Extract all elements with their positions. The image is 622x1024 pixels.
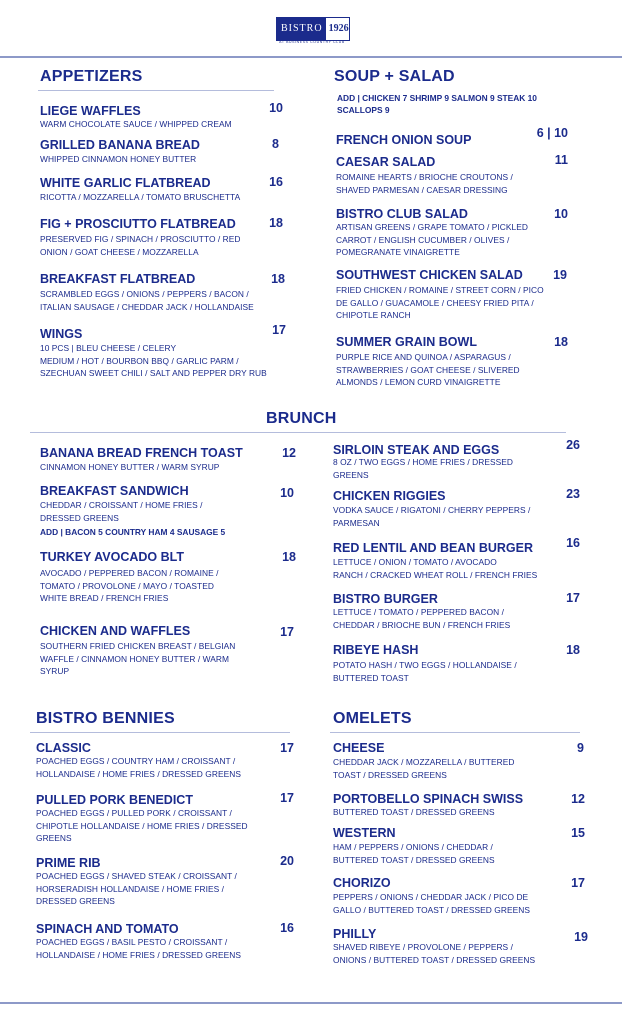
item-desc-line: DRESSED GREENS <box>40 512 119 523</box>
item-price: 8 <box>272 137 279 151</box>
item-desc-line: GREENS <box>333 469 369 480</box>
item-desc-line: POACHED EGGS / SHAVED STEAK / CROISSANT / <box>36 871 237 881</box>
item-name: CHEESE <box>333 741 385 755</box>
item-desc-line: VODKA SAUCE / RIGATONI / CHERRY PEPPERS / <box>333 505 531 515</box>
item-desc-line: POACHED EGGS / BASIL PESTO / CROISSANT / <box>36 937 228 947</box>
soup-salad-addons <box>337 92 537 116</box>
item-desc-line: HAM / PEPPERS / ONIONS / CHEDDAR / <box>333 842 493 852</box>
item-desc-line: RANCH / CRACKED WHEAT ROLL / FRENCH FRIES <box>333 569 538 580</box>
item-desc-line: TOMATO / PROVOLONE / MAYO / TOASTED <box>40 580 214 591</box>
item-price: 18 <box>554 335 568 349</box>
item-name: FIG + PROSCIUTTO FLATBREAD <box>40 217 236 231</box>
item-name: CHICKEN RIGGIES <box>333 489 446 503</box>
item-desc-line: BUTTERED TOAST <box>333 672 409 683</box>
item-price: 17 <box>280 625 294 639</box>
item-name: CAESAR SALAD <box>336 155 436 169</box>
item-name: PULLED PORK BENEDICT <box>36 793 193 807</box>
item-price: 26 <box>566 438 580 452</box>
item-desc-line: CHEDDAR / CROISSANT / HOME FRIES / <box>40 500 203 510</box>
item-desc-line: LETTUCE / TOMATO / PEPPERED BACON / <box>333 607 504 617</box>
appetizers-title: APPETIZERS <box>40 68 143 85</box>
item-price: 16 <box>269 175 283 189</box>
item-price: 16 <box>280 921 294 935</box>
item-desc-line: WHIPPED CINNAMON HONEY BUTTER <box>40 154 197 164</box>
item-desc-line: STRAWBERRIES / GOAT CHEESE / SLIVERED <box>336 364 520 375</box>
item-price: 6 | 10 <box>536 126 568 140</box>
item-desc-line: ALMONDS / LEMON CURD VINAIGRETTE <box>336 377 501 387</box>
item-name: PHILLY <box>333 927 377 941</box>
soup-salad-title: SOUP + SALAD <box>334 68 455 85</box>
item-price: 19 <box>553 268 567 282</box>
item-name: BREAKFAST FLATBREAD <box>40 272 196 286</box>
item-name: PORTOBELLO SPINACH SWISS <box>333 792 524 806</box>
item-name: BISTRO CLUB SALAD <box>336 207 468 221</box>
item-desc-line: GREENS <box>36 833 72 843</box>
item-desc-line: WHITE BREAD / FRENCH FRIES <box>40 593 169 603</box>
item-price: 18 <box>271 272 285 286</box>
item-price: 17 <box>571 876 585 890</box>
item-price: 12 <box>571 792 585 806</box>
item-price: 10 <box>554 207 568 221</box>
item-name: BISTRO BURGER <box>333 592 438 606</box>
item-desc-line: MEDIUM / HOT / BOURBON BBQ / GARLIC PARM / <box>40 355 239 366</box>
item-name: FRENCH ONION SOUP <box>336 133 472 147</box>
item-name: GRILLED BANANA BREAD <box>40 138 200 152</box>
brunch-rule <box>30 432 566 433</box>
bennies-title: BISTRO BENNIES <box>36 710 175 727</box>
item-price: 17 <box>566 591 580 605</box>
item-desc-line: HORSERADISH HOLLANDAISE / HOME FRIES / <box>36 883 225 894</box>
item-name: LIEGE WAFFLES <box>40 104 141 118</box>
item-name: SUMMER GRAIN BOWL <box>336 335 477 349</box>
item-desc-line: CHIPOTLE HOLLANDAISE / HOME FRIES / DRESSED <box>36 820 248 831</box>
item-price: 18 <box>566 643 580 657</box>
item-price: 19 <box>574 930 588 944</box>
item-price: 10 <box>269 101 283 115</box>
logo-year: 1926 <box>328 23 349 34</box>
item-desc-line: ITALIAN SAUSAGE / CHEDDAR JACK / HOLLANDAISE <box>40 301 254 312</box>
item-price: 12 <box>282 446 296 460</box>
item-desc-line: HOLLANDAISE / HOME FRIES / DRESSED GREENS <box>36 768 241 779</box>
item-desc-line: SHAVED RIBEYE / PROVOLONE / PEPPERS / <box>333 942 513 952</box>
item-desc-line: POTATO HASH / TWO EGGS / HOLLANDAISE / <box>333 660 517 670</box>
item-desc-line: AVOCADO / PEPPERED BACON / ROMAINE / <box>40 568 219 578</box>
item-desc-line: SYRUP <box>40 666 70 676</box>
item-desc-line: PEPPERS / ONIONS / CHEDDAR JACK / PICO DE <box>333 892 529 902</box>
item-name: SOUTHWEST CHICKEN SALAD <box>336 268 523 282</box>
item-desc-line: GALLO / BUTTERED TOAST / DRESSED GREENS <box>333 904 530 915</box>
bottom-rule <box>0 1002 622 1004</box>
item-desc-line: SHAVED PARMESAN / CAESAR DRESSING <box>336 184 508 195</box>
item-name: PRIME RIB <box>36 856 101 870</box>
item-desc-line: ROMAINE HEARTS / BRIOCHE CROUTONS / <box>336 172 513 182</box>
addon-line: SCALLOPS 9 <box>337 105 390 115</box>
item-name: BANANA BREAD FRENCH TOAST <box>40 446 243 460</box>
item-price: 11 <box>554 153 568 167</box>
appetizers-rule <box>38 90 274 91</box>
item-desc-line: POMEGRANATE VINAIGRETTE <box>336 247 460 257</box>
item-name: CLASSIC <box>36 741 91 755</box>
brunch-title: BRUNCH <box>266 410 337 427</box>
item-name: BREAKFAST SANDWICH <box>40 484 189 498</box>
item-desc-line: BUTTERED TOAST / DRESSED GREENS <box>333 854 495 865</box>
item-price: 23 <box>566 487 580 501</box>
item-desc-line: DE GALLO / GUACAMOLE / CHEESY FRIED PITA / <box>336 297 534 308</box>
item-name: WHITE GARLIC FLATBREAD <box>40 176 211 190</box>
item-desc-line: HOLLANDAISE / HOME FRIES / DRESSED GREENS <box>36 949 241 960</box>
item-price: 15 <box>571 826 585 840</box>
omelets-title: OMELETS <box>333 710 412 727</box>
item-desc-line: SZECHUAN SWEET CHILI / SALT AND PEPPER DRY RUB <box>40 368 267 378</box>
item-desc-line: CINNAMON HONEY BUTTER / WARM SYRUP <box>40 462 220 472</box>
item-desc-line: CHIPOTLE RANCH <box>336 310 411 320</box>
item-desc-line: TOAST / DRESSED GREENS <box>333 769 447 780</box>
item-price: 10 <box>280 486 294 500</box>
item-desc-line: ONION / GOAT CHEESE / MOZZARELLA <box>40 246 199 257</box>
item-price: 18 <box>282 550 296 564</box>
item-name: WINGS <box>40 327 83 341</box>
item-desc-line: 8 OZ / TWO EGGS / HOME FRIES / DRESSED <box>333 457 513 467</box>
omelets-rule <box>330 732 580 733</box>
item-price: 20 <box>280 854 294 868</box>
item-desc-line: ONIONS / BUTTERED TOAST / DRESSED GREENS <box>333 954 536 965</box>
item-name: CHICKEN AND WAFFLES <box>40 624 191 638</box>
item-desc-line: CHEDDAR / BRIOCHE BUN / FRENCH FRIES <box>333 619 511 630</box>
item-desc-line: SCRAMBLED EGGS / ONIONS / PEPPERS / BACON / <box>40 289 249 299</box>
item-name: RIBEYE HASH <box>333 643 419 657</box>
item-price: 16 <box>566 536 580 550</box>
item-price: 9 <box>577 741 584 755</box>
item-desc-line: PURPLE RICE AND QUINOA / ASPARAGUS / <box>336 352 511 362</box>
item-desc-line: ARTISAN GREENS / GRAPE TOMATO / PICKLED <box>336 222 528 232</box>
item-name: SPINACH AND TOMATO <box>36 922 179 936</box>
item-desc-line: SOUTHERN FRIED CHICKEN BREAST / BELGIAN <box>40 641 236 651</box>
bistro-logo <box>276 17 350 41</box>
item-desc-line: RICOTTA / MOZZARELLA / TOMATO BRUSCHETTA <box>40 192 241 202</box>
item-addon: ADD | BACON 5 COUNTRY HAM 4 SAUSAGE 5 <box>40 527 226 537</box>
item-price: 18 <box>269 216 283 230</box>
addon-line: ADD | CHICKEN 7 SHRIMP 9 SALMON 9 STEAK 10 <box>337 93 537 103</box>
logo-tagline: AT BUSINESS COUNTRY CLUB <box>279 40 345 44</box>
item-price: 17 <box>280 741 294 755</box>
item-desc-line: WARM CHOCOLATE SAUCE / WHIPPED CREAM <box>40 119 232 129</box>
item-desc-line: BUTTERED TOAST / DRESSED GREENS <box>333 807 495 817</box>
item-desc-line: LETTUCE / ONION / TOMATO / AVOCADO <box>333 557 497 567</box>
item-price: 17 <box>280 791 294 805</box>
item-desc-line: PARMESAN <box>333 517 380 528</box>
item-name: CHORIZO <box>333 876 391 890</box>
item-desc-line: 10 PCS | BLEU CHEESE / CELERY <box>40 343 177 353</box>
item-desc-line: POACHED EGGS / PULLED PORK / CROISSANT / <box>36 808 232 818</box>
item-price: 17 <box>272 323 286 337</box>
item-name: RED LENTIL AND BEAN BURGER <box>333 541 534 555</box>
item-desc-line: CHEDDAR JACK / MOZZARELLA / BUTTERED <box>333 757 515 767</box>
item-desc-line: CARROT / ENGLISH CUCUMBER / OLIVES / <box>336 234 510 245</box>
bennies-rule <box>30 732 290 733</box>
item-name: SIRLOIN STEAK AND EGGS <box>333 443 500 457</box>
item-desc-line: PRESERVED FIG / SPINACH / PROSCIUTTO / RED <box>40 234 241 244</box>
item-name: TURKEY AVOCADO BLT <box>40 550 184 564</box>
item-desc-line: WAFFLE / CINNAMON HONEY BUTTER / WARM <box>40 653 230 664</box>
item-name: WESTERN <box>333 826 396 840</box>
logo-word: BISTRO <box>277 18 326 40</box>
top-rule <box>0 56 622 58</box>
item-desc-line: DRESSED GREENS <box>36 896 115 906</box>
item-desc-line: POACHED EGGS / COUNTRY HAM / CROISSANT / <box>36 756 236 766</box>
item-desc-line: FRIED CHICKEN / ROMAINE / STREET CORN / PICO <box>336 285 544 295</box>
